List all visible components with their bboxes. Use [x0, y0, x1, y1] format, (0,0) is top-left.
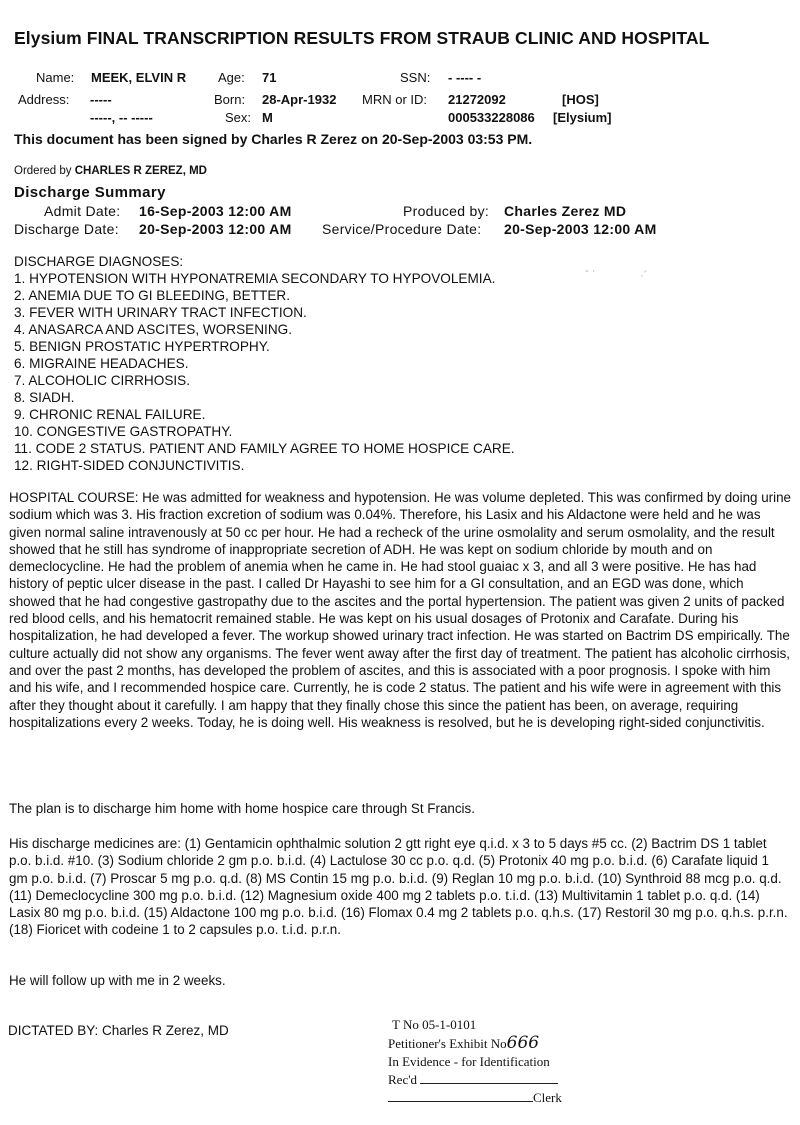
admit-date: 16-Sep-2003 12:00 AM: [139, 203, 292, 219]
diagnosis-item: 5. BENIGN PROSTATIC HYPERTROPHY.: [14, 339, 270, 354]
discharge-date: 20-Sep-2003 12:00 AM: [139, 221, 292, 237]
discharge-medicines: His discharge medicines are: (1) Gentamicin ophthalmic solution 2 gtt right eye q.i.d. x 3 to 5 days #5 cc. (2) Bactrim DS 1 tablet p.o. b.i.d. #10. (3) Sodium chloride 2 gm p.o. b.i.d. (4) Lactulose 30 cc p.o. q.d. (5) Protonix 40 mg p.o. b.i.d. (6) Carafate liquid 1 gm p.o. b.i.d. (7) Proscar 5 mg p.o. q.d. (8) MS Contin 15 mg p.o. b.i.d. (9) Reglan 10 mg p.o. b.i.d. (10) Synthroid 88 mcg p.o. q.d. (11) Demeclocycline 300 mg p.o. b.i.d. (12) Magnesium oxide 400 mg 2 tablets p.o. t.i.d. (13) Multivitamin 1 tablet p.o. q.d. (14) Lasix 80 mg p.o. b.i.d. (15) Aldactone 100 mg p.o. b.i.d. (16) Flomax 0.4 mg 2 tablets p.o. q.h.s. (17) Restoril 30 mg p.o. q.h.s. p.r.n. (18) Fioricet with codeine 1 to 2 capsules p.o. t.i.d. p.r.n.: [9, 836, 788, 938]
exhibit-in-evidence: In Evidence - for Identification: [388, 1054, 550, 1069]
scan-smudge: - ·: [585, 265, 596, 277]
patient-sex: M: [262, 110, 273, 125]
exhibit-recd: Rec'd: [388, 1072, 418, 1087]
diagnosis-item: 4. ANASARCA AND ASCITES, WORSENING.: [14, 322, 292, 337]
document-title: Elysium FINAL TRANSCRIPTION RESULTS FROM STRAUB CLINIC AND HOSPITAL: [14, 28, 710, 48]
diagnosis-item: 6. MIGRAINE HEADACHES.: [14, 356, 189, 371]
age-label: Age:: [218, 70, 245, 85]
patient-ssn: - ---- -: [448, 70, 482, 85]
follow-up: He will follow up with me in 2 weeks.: [9, 973, 226, 988]
exhibit-number: 666: [506, 1033, 540, 1053]
exhibit-petitioner: Petitioner's Exhibit No: [388, 1036, 507, 1051]
mrn-label: MRN or ID:: [362, 92, 427, 107]
service-date: 20-Sep-2003 12:00 AM: [504, 221, 657, 237]
recd-line: [420, 1071, 558, 1084]
ordered-by: [14, 165, 207, 177]
diagnosis-item: 10. CONGESTIVE GASTROPATHY.: [14, 424, 233, 439]
sex-label: Sex:: [225, 110, 252, 125]
ordered-by-physician: CHARLES R ZEREZ, MD: [74, 165, 207, 177]
service-label: Service/Procedure Date:: [322, 221, 482, 237]
discharge-diagnoses: [14, 253, 515, 474]
diagnosis-item: 3. FEVER WITH URINARY TRACT INFECTION.: [14, 305, 307, 320]
produced-label: Produced by:: [403, 203, 490, 219]
diagnosis-item: 7. ALCOHOLIC CIRRHOSIS.: [14, 373, 191, 388]
signature-notice: This document has been signed by Charles R Zerez on 20-Sep-2003 03:53 PM.: [14, 131, 533, 147]
diagnosis-item: 9. CHRONIC RENAL FAILURE.: [14, 407, 206, 422]
address-line2: -----, -- -----: [90, 110, 153, 125]
name-label: Name:: [36, 70, 75, 85]
mrn-hos: 21272092: [448, 92, 506, 107]
address-line1: -----: [90, 92, 112, 107]
born-label: Born:: [214, 92, 246, 107]
admit-label: Admit Date:: [44, 203, 121, 219]
patient-name: MEEK, ELVIN R: [91, 70, 187, 85]
mrn-hos-tag: [HOS]: [562, 92, 599, 107]
discharge-summary-title: Discharge Summary: [14, 184, 166, 201]
patient-born: 28-Apr-1932: [262, 92, 337, 107]
patient-age: 71: [262, 70, 277, 85]
mrn-elysium: 000533228086: [448, 110, 535, 125]
diagnosis-item: 11. CODE 2 STATUS. PATIENT AND FAMILY AGREE TO HOME HOSPICE CARE.: [14, 441, 515, 456]
discharge-label: Discharge Date:: [14, 221, 119, 237]
exhibit-stamp: [388, 1016, 562, 1107]
diagnosis-item: 2. ANEMIA DUE TO GI BLEEDING, BETTER.: [14, 288, 290, 303]
diagnosis-item: 12. RIGHT-SIDED CONJUNCTIVITIS.: [14, 458, 245, 473]
diagnosis-item: 8. SIADH.: [14, 390, 75, 405]
ordered-by-label: Ordered by: [14, 165, 72, 177]
discharge-plan: The plan is to discharge him home with home hospice care through St Francis.: [9, 801, 475, 816]
produced-by: Charles Zerez MD: [504, 203, 627, 219]
exhibit-clerk: Clerk: [533, 1090, 562, 1105]
ssn-label: SSN:: [400, 70, 431, 85]
diagnosis-item: 1. HYPOTENSION WITH HYPONATREMIA SECONDARY TO HYPOVOLEMIA.: [14, 271, 496, 286]
dictated-by: DICTATED BY: Charles R Zerez, MD: [8, 1023, 229, 1038]
exhibit-t-no: T No 05-1-0101: [392, 1017, 477, 1032]
address-label: Address:: [18, 92, 70, 107]
mrn-elysium-tag: [Elysium]: [553, 110, 612, 125]
clerk-line: [388, 1089, 533, 1102]
diagnoses-heading: DISCHARGE DIAGNOSES:: [14, 254, 184, 269]
hospital-course: HOSPITAL COURSE: He was admitted for weakness and hypotension. He was volume depleted. This was confirmed by doing urine sodium which was 3. His fraction excretion of sodium was 0.04%. Therefore, his Lasix and his Aldactone were held and he was given normal saline intravenously at 50 cc per hour. He had a recheck of the urine osmolality and serum osmolality, and the result showed that he still has syndrome of inappropriate secretion of ADH. He was kept on sodium chloride by mouth and on demeclocycline. He had the problem of anemia when he came in. He had stool guaiac x 3, and all 3 were positive. He has had history of peptic ulcer disease in the past. I called Dr Hayashi to see him for a GI consultation, and an EGD was done, which showed that he had congestive gastropathy due to the ascites and the portal hypertension. The patient was given 2 units of packed red blood cells, and his hematocrit remained stable. He was kept on his usual dosages of Protonix and Carafate. During his hospitalization, he had developed a fever. The workup showed urinary tract infection. He was started on Bactrim DS empirically. The culture actually did not show any organisms. The fever went away after the first day of treatment. The patient has alcoholic cirrhosis, and over the past 2 months, has developed the problem of ascites, and this is associated with a poor prognosis. I spoke with him and his wife, and I recommended hospice care. Currently, he is code 2 status. The patient and his wife were in agreement with this after they thought about it carefully. I am happy that they finally chose this since the patient has been, on average, requiring hospitalizations every 2 weeks. Today, he is doing well. His weakness is resolved, but he is developing right-sided conjunctivitis.: [9, 490, 791, 730]
scan-smudge: ·´: [640, 270, 648, 282]
